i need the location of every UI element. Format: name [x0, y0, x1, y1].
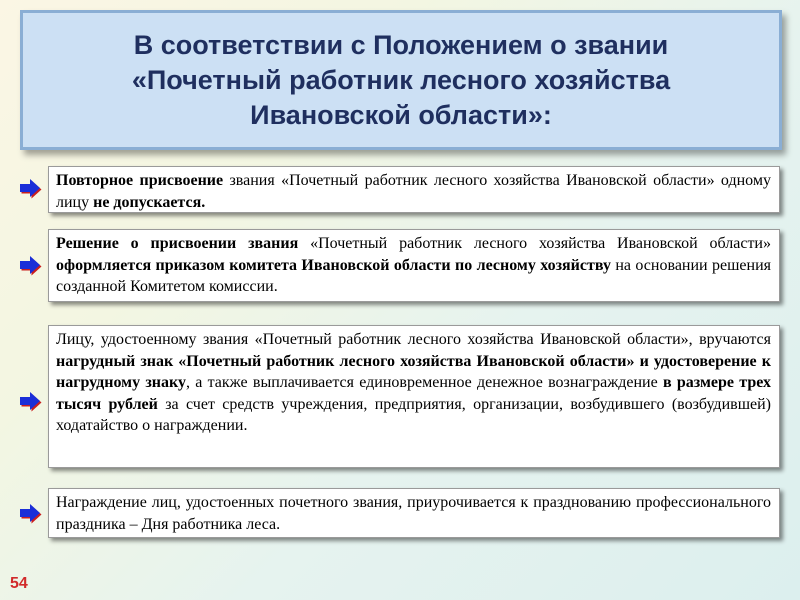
text-block-repeat-award: [48, 166, 780, 213]
text-block-holiday: [48, 488, 780, 538]
text-bold-segment: не допускается.: [93, 193, 206, 211]
text-bold-segment: Решение о присвоении звания: [56, 235, 299, 252]
title-line-3: Ивановской области»:: [250, 99, 552, 130]
text-segment: звания «Почетный работник лесного хозяйства Ивановской области» одному лицу: [56, 172, 771, 211]
title-line-1: В соответствии с Положением о звании: [133, 29, 669, 60]
title-line-2: «Почетный работник лесного хозяйства: [131, 64, 671, 95]
text-segment: Лицу, удостоенному звания «Почетный работник лесного хозяйства Ивановской области», вручаются: [56, 331, 771, 348]
text-bold-segment: Повторное присвоение: [56, 172, 224, 189]
text-block-badge-and-reward: [48, 325, 780, 468]
bullet-arrow-icon: [18, 502, 42, 524]
text-segment: за счет средств учреждения, предприятия, организации, возбудившего (возбудившей) ходатайство о награждении.: [56, 395, 772, 434]
text-segment: на основании решения созданной Комитетом комиссии.: [56, 256, 772, 295]
title-box: [20, 10, 782, 150]
page-number: 54: [10, 575, 28, 592]
text-bold-segment: нагрудный знак «Почетный работник лесного хозяйства Ивановской области» и удостоверение к нагрудному знаку: [56, 352, 771, 391]
bullet-arrow-icon: [18, 390, 42, 412]
text-segment: , а также выплачивается единовременное денежное вознаграждение: [185, 374, 663, 391]
text-segment: «Почетный работник лесного хозяйства Ивановской области»: [298, 235, 771, 252]
bullet-arrow-icon: [18, 177, 42, 199]
text-bold-segment: в размере трех тысяч рублей: [56, 374, 771, 413]
text-bold-segment: оформляется приказом комитета Ивановской области по лесному хозяйству: [56, 256, 611, 274]
text-block-award-decision: [48, 229, 780, 302]
text-segment: Награждение лиц, удостоенных почетного звания, приурочивается к празднованию профессионального праздника – Дня работника леса.: [56, 494, 771, 533]
bullet-arrow-icon: [18, 254, 42, 276]
